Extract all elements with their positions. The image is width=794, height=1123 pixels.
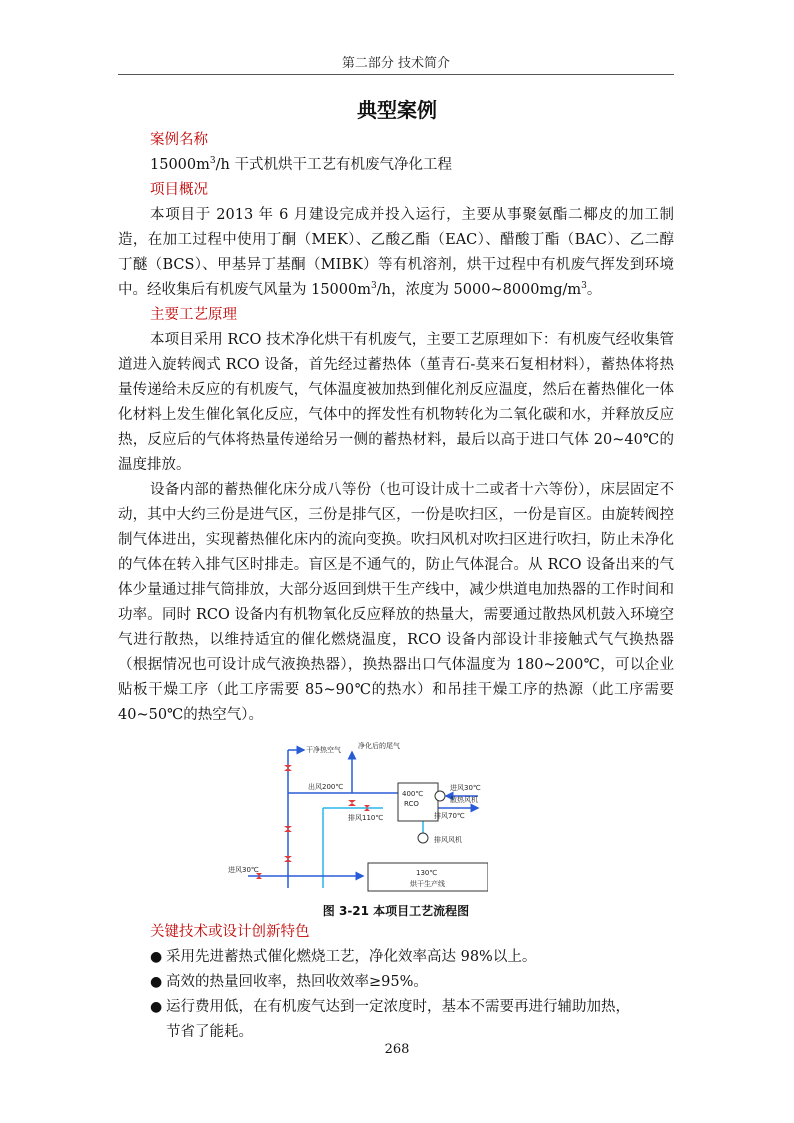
features-list [118, 945, 674, 1045]
valve-icon [284, 856, 292, 862]
exhaust-fan-icon [418, 833, 428, 843]
diagram-label-rco: RCO [404, 800, 419, 808]
valve-icon [284, 765, 292, 771]
diagram-label-exhaust-70: 排风70℃ [434, 812, 465, 820]
valve-icon [284, 826, 292, 832]
overview-heading: 项目概况 [150, 182, 208, 198]
process-flow-figure [118, 738, 674, 898]
main-content [118, 128, 674, 1045]
list-item: ● 采用先进蓄热式催化燃烧工艺，净化效率高达 98%以上。 [150, 945, 674, 970]
bullet-icon: ● [150, 949, 163, 965]
overview-paragraph: 本项目于 2013 年 6 月建设完成并投入运行，主要从事聚氨酯二椰皮的加工制造，在加工过程中使用丁酮（MEK）、乙酸乙酯（EAC）、醋酸丁酯（BAC）、乙二醇丁醚（BCS）、甲基异丁基酮（MIBK）等有机溶剂，烘干过程中有机废气挥发到环境中。经收集后有机废气风量为 $15000m^3/h$，浓度为 $5000\sim 8000mg/m^3$。 [118, 207, 674, 298]
diagram-label-inlet-30: 进风30℃ [450, 784, 481, 792]
page-number: 268 [384, 1042, 410, 1057]
diagram-label-purified-exhaust: 净化后的尾气 [358, 742, 400, 750]
diagram-label-line-temp: 130℃ [416, 869, 438, 877]
diagram-label-cooling-fan: 散热风机 [450, 796, 478, 804]
principle-paragraph-1: 本项目采用 RCO 技术净化烘干有机废气，主要工艺原理如下：有机废气经收集管道进入旋转阀式 RCO 设备，首先经过蓄热体（堇青石-莫来石复相材料），蓄热体将热量传递给未反应的有机废气，气体温度被加热到催化剂反应温度，然后在蓄热催化一体化材料上发生催化氧化反应，气体中的挥发性有机物转化为二氧化碳和水，并释放反应热，反应后的气体将热量传递给另一侧的蓄热材料，最后以高于进口气体 20~40℃的温度排放。 [118, 332, 674, 473]
process-flow-diagram [228, 738, 488, 898]
diagram-label-clean-air: 干净热空气 [306, 746, 341, 754]
cooling-fan-icon [435, 791, 445, 801]
bullet-icon: ● [150, 974, 163, 990]
diagram-label-outlet-200: 出风200℃ [308, 783, 344, 791]
list-item: ● 高效的热量回收率，热回收效率≥95%。 [150, 970, 674, 995]
diagram-label-inlet-left: 进风30℃ [228, 866, 259, 874]
diagram-label-exhaust-110: 排风110℃ [348, 814, 384, 822]
principle-paragraph-2: 设备内部的蓄热催化床分成八等份（也可设计成十二或者十六等份），床层固定不动，其中大约三份是进气区，三份是排气区，一份是吹扫区，一份是盲区。由旋转阀控制气体进出，实现蓄热催化床内的流向变换。吹扫风机对吹扫区进行吹扫，防止未净化的气体在转入排气区时排走。盲区是不通气的，防止气体混合。从 RCO 设备出来的气体少量通过排气筒排放，大部分返回到烘干生产线中，减少烘道电加热器的工作时间和功率。同时 RCO 设备内有机物氧化反应释放的热量大，需要通过散热风机鼓入环境空气进行散热，以维持适宜的催化燃烧温度，RCO 设备内部设计非接触式气气换热器（根据情况也可设计成气液换热器），换热器出口气体温度为 180~200℃，可以企业贴板干燥工序（此工序需要 85~90℃的热水）和吊挂干燥工序的热源（此工序需要 40~50℃的热空气）。 [118, 482, 674, 723]
features-heading: 关键技术或设计创新特色 [150, 924, 310, 940]
principle-heading: 主要工艺原理 [150, 307, 237, 323]
diagram-label-rco-temp: 400℃ [402, 790, 424, 798]
bullet-icon: ● [150, 999, 163, 1015]
list-item: ● 运行费用低，在有机废气达到一定浓度时，基本不需要再进行辅助加热， 节省了能耗。 [150, 995, 674, 1045]
running-header: 第二部分 技术简介 [341, 56, 451, 71]
case-name-heading: 案例名称 [150, 132, 208, 148]
diagram-label-drying-line: 烘干生产线 [410, 880, 445, 888]
case-name-text: $15000m^3/h$ 干式机烘干工艺有机废气净化工程 [150, 156, 452, 173]
figure-caption: 图 3-21 本项目工艺流程图 [322, 904, 470, 918]
valve-icon [348, 800, 356, 806]
diagram-label-exhaust-fan: 排风风机 [434, 836, 462, 844]
header-rule [118, 74, 674, 75]
page-title: 典型案例 [357, 98, 437, 122]
